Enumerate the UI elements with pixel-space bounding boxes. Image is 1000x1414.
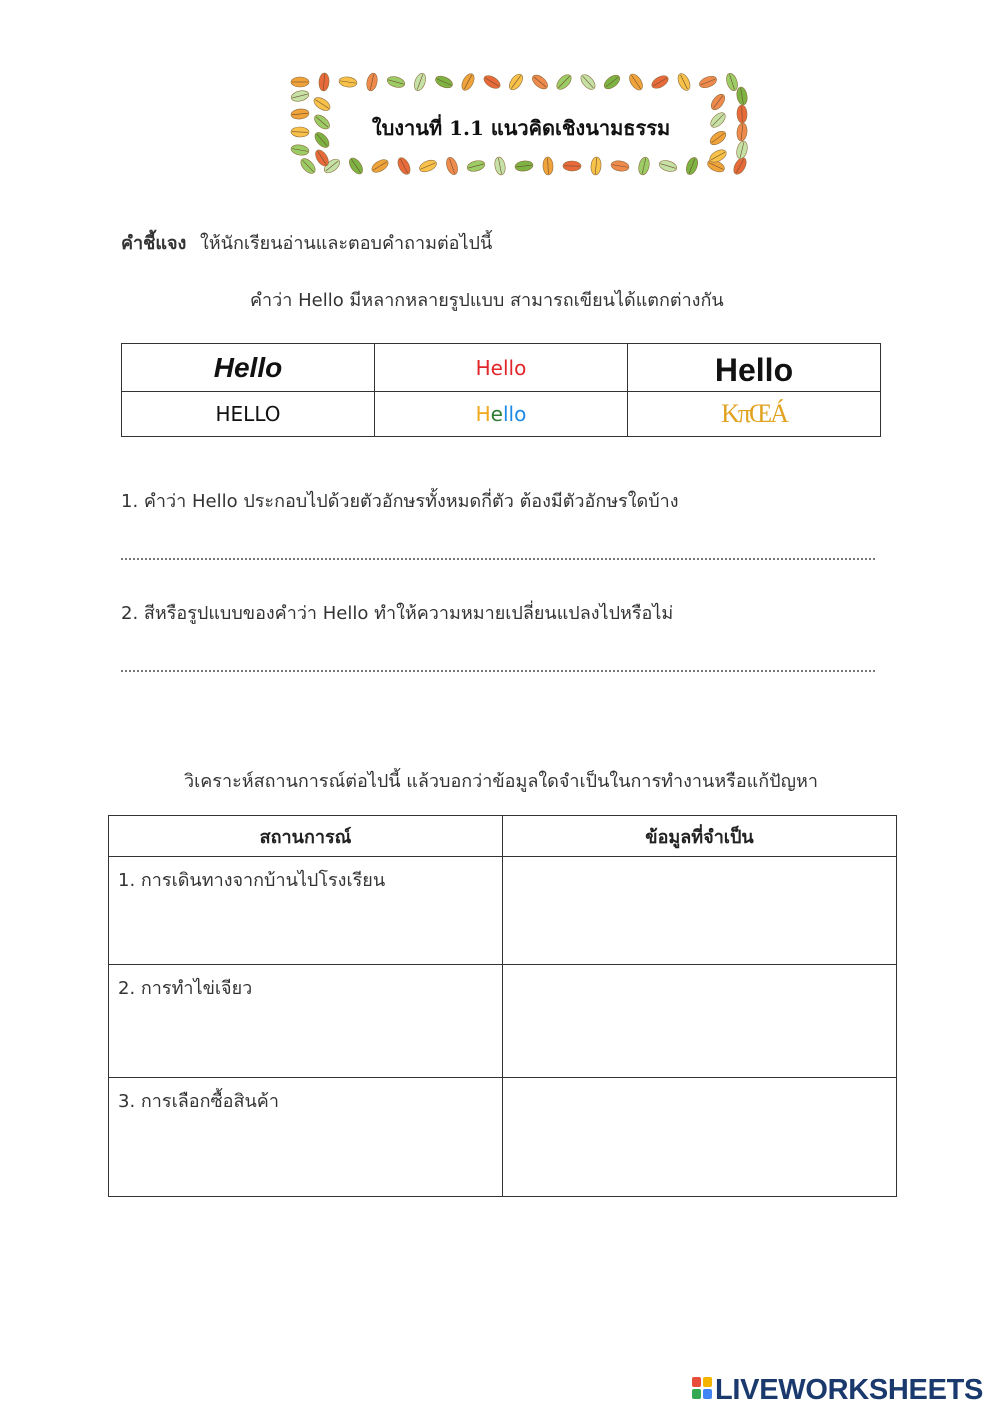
leaf-icon (563, 161, 581, 171)
leaf-icon (290, 89, 310, 103)
situation-header: สถานการณ์ (109, 816, 503, 857)
hello-cell-italic: Hello (122, 344, 375, 392)
page-title: ใบงานที่ 1.1 แนวคิดเชิงนามธรรม (371, 116, 671, 140)
leaf-icon (444, 156, 459, 176)
hello-cell-bold: Hello (628, 344, 881, 392)
colored-letter: H (475, 402, 491, 426)
table-row (109, 857, 897, 965)
leaf-icon (482, 73, 503, 91)
leaf-icon (554, 72, 574, 92)
analysis-prompt: วิเคราะห์สถานการณ์ต่อไปนี้ แล้วบอกว่าข้อมูลใดจำเป็นในการทำงานหรือแก้ปัญหา (184, 771, 818, 792)
colored-letter: l (508, 402, 515, 426)
leaf-icon (650, 73, 671, 91)
answer-line-2[interactable] (121, 670, 875, 672)
leaf-icon (590, 157, 602, 176)
leaf-icon (724, 72, 739, 92)
leaf-icon (434, 74, 455, 90)
leaf-icon (338, 76, 357, 88)
hello-cell-caps: HELLO (122, 392, 375, 437)
question-1: 1. คำว่า Hello ประกอบไปด้วยตัวอักษรทั้งหมดกี่ตัว ต้องมีตัวอักษรใดบ้าง (121, 491, 679, 512)
required-info-header: ข้อมูลที่จำเป็น (503, 816, 897, 857)
leaf-icon (290, 144, 309, 157)
situation-table (108, 815, 897, 1197)
hello-styles-table (121, 343, 881, 437)
leaf-icon (736, 86, 749, 105)
leaf-icon (627, 72, 645, 93)
colored-letter: e (490, 402, 503, 426)
table-row (109, 965, 897, 1078)
answer-cell[interactable] (503, 1078, 897, 1197)
logo-mark-icon (692, 1377, 712, 1399)
answer-line-1[interactable] (121, 558, 875, 560)
logo-text: LIVEWORKSHEETS (715, 1374, 984, 1406)
leaf-icon (298, 156, 318, 176)
leaf-icon (312, 95, 333, 113)
situation-cell: 2. การทำไข่เจียว (109, 965, 503, 1078)
leaf-icon (530, 72, 550, 91)
table-row (109, 1078, 897, 1197)
situation-cell: 1. การเดินทางจากบ้านไปโรงเรียน (109, 857, 503, 965)
leaf-icon (459, 72, 476, 93)
leaf-icon (602, 73, 622, 92)
logo-square (703, 1377, 712, 1387)
logo-square (692, 1389, 701, 1399)
colored-letter: o (514, 402, 527, 426)
leaf-icon (466, 159, 486, 173)
situation-cell: 3. การเลือกซื้อสินค้า (109, 1078, 503, 1197)
instructions-label: คำชี้แจง (121, 233, 187, 254)
leaf-icon (578, 72, 597, 92)
leaf-icon (543, 157, 554, 175)
leaf-icon (676, 72, 693, 93)
leaf-icon (709, 92, 728, 112)
leaf-icon (412, 72, 428, 92)
hello-cell-colored (375, 392, 628, 437)
leaf-icon (684, 156, 700, 176)
leaf-icon (507, 72, 526, 92)
leaf-icon (370, 157, 391, 175)
answer-cell[interactable] (503, 965, 897, 1078)
title-banner (286, 66, 756, 182)
instructions-text: ให้นักเรียนอ่านและตอบคำถามต่อไปนี้ (200, 233, 493, 254)
leaf-icon (637, 156, 651, 176)
leaf-icon (395, 156, 412, 177)
leaf-icon (291, 77, 309, 87)
hello-cell-red: Hello (375, 344, 628, 392)
leaf-icon (386, 75, 406, 90)
logo-square (692, 1377, 701, 1387)
leaf-icon (658, 159, 678, 174)
leaf-icon (698, 74, 718, 90)
leaf-icon (418, 158, 438, 174)
intro-text: คำว่า Hello มีหลากหลายรูปแบบ สามารถเขียนได้แตกต่างกัน (250, 290, 724, 311)
leaf-icon (347, 156, 366, 176)
logo-square (703, 1389, 712, 1399)
hello-cell-symbol: KπŒÁ (628, 392, 881, 437)
answer-cell[interactable] (503, 857, 897, 965)
question-2: 2. สีหรือรูปแบบของคำว่า Hello ทำให้ความหมายเปลี่ยนแปลงไปหรือไม่ (121, 603, 674, 624)
leaf-icon (514, 160, 533, 172)
leaf-icon (318, 73, 329, 92)
leaf-icon (365, 72, 379, 92)
colored-letter: l (502, 402, 509, 426)
leaf-icon (493, 156, 506, 176)
leaf-icon (610, 160, 629, 173)
